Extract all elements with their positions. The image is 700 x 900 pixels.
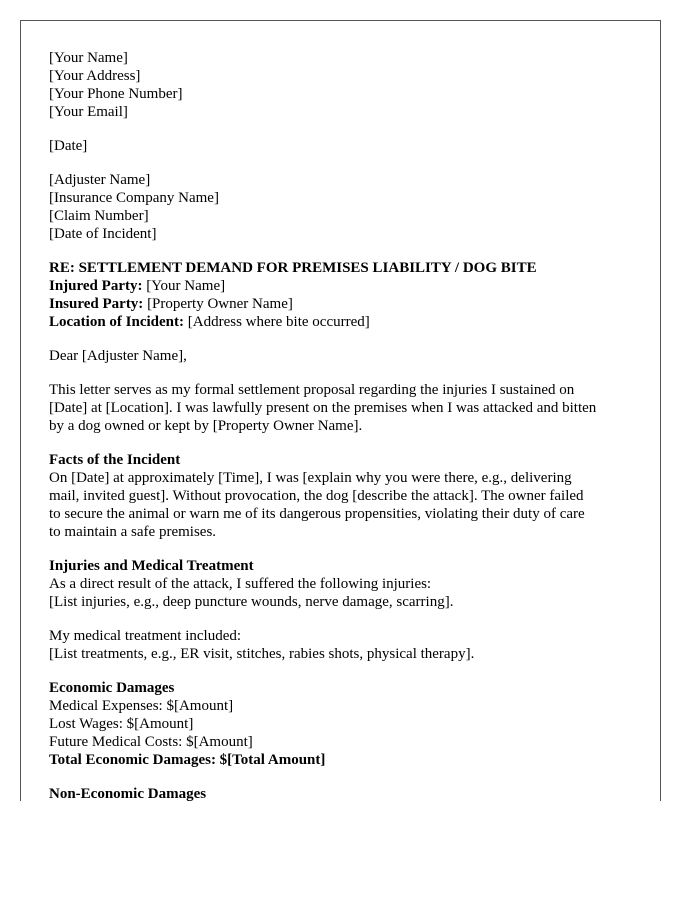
injured-party-line bbox=[49, 277, 649, 295]
sender-address: [Your Address] bbox=[49, 68, 141, 84]
sender-email: [Your Email] bbox=[49, 104, 128, 120]
insured-party-line bbox=[49, 295, 649, 313]
sender-phone: [Your Phone Number] bbox=[49, 86, 183, 102]
medical-expenses: Medical Expenses: $[Amount] bbox=[49, 698, 234, 714]
lost-wages: Lost Wages: $[Amount] bbox=[49, 716, 194, 732]
location-line bbox=[49, 313, 649, 331]
facts-heading: Facts of the Incident bbox=[49, 452, 181, 468]
intro-paragraph bbox=[49, 381, 649, 435]
re-subject: RE: SETTLEMENT DEMAND FOR PREMISES LIABILITY / DOG BITE bbox=[49, 260, 537, 276]
salutation: Dear [Adjuster Name], bbox=[49, 348, 187, 364]
intro-line: This letter serves as my formal settlement proposal regarding the injuries I sustained on bbox=[49, 382, 575, 398]
sender-name: [Your Name] bbox=[49, 50, 128, 66]
letter-body bbox=[49, 49, 649, 801]
non-economic-heading: Non-Economic Damages bbox=[49, 786, 207, 801]
injuries-line: As a direct result of the attack, I suffered the following injuries: bbox=[49, 576, 432, 592]
facts-line: mail, invited guest]. Without provocation, the dog [describe the attack]. The owner failed bbox=[49, 488, 584, 504]
claim-number: [Claim Number] bbox=[49, 208, 149, 224]
facts-line: On [Date] at approximately [Time], I was [explain why you were there, e.g., delivering bbox=[49, 470, 572, 486]
intro-line: by a dog owned or kept by [Property Owner Name]. bbox=[49, 418, 363, 434]
economic-damages-section bbox=[49, 679, 649, 769]
adjuster-name: [Adjuster Name] bbox=[49, 172, 151, 188]
insurance-company: [Insurance Company Name] bbox=[49, 190, 219, 206]
injured-party-label: Injured Party: bbox=[49, 278, 143, 294]
sender-block bbox=[49, 49, 649, 121]
facts-section bbox=[49, 451, 649, 541]
injuries-heading: Injuries and Medical Treatment bbox=[49, 558, 254, 574]
total-economic-damages: Total Economic Damages: $[Total Amount] bbox=[49, 752, 326, 768]
intro-line: [Date] at [Location]. I was lawfully present on the premises when I was attacked and bitten bbox=[49, 400, 597, 416]
injuries-section bbox=[49, 557, 649, 663]
facts-line: to secure the animal or warn me of its dangerous propensities, violating their duty of care bbox=[49, 506, 585, 522]
location-value: [Address where bite occurred] bbox=[184, 314, 370, 330]
economic-heading: Economic Damages bbox=[49, 680, 175, 696]
future-medical-costs: Future Medical Costs: $[Amount] bbox=[49, 734, 253, 750]
date-of-incident: [Date of Incident] bbox=[49, 226, 157, 242]
non-economic-damages-section bbox=[49, 785, 649, 801]
injuries-list: [List injuries, e.g., deep puncture wounds, nerve damage, scarring]. bbox=[49, 594, 454, 610]
letter-date: [Date] bbox=[49, 138, 88, 154]
injured-party-value: [Your Name] bbox=[142, 278, 226, 294]
treatment-list: [List treatments, e.g., ER visit, stitches, rabies shots, physical therapy]. bbox=[49, 646, 475, 662]
recipient-block bbox=[49, 171, 649, 243]
insured-party-label: Insured Party: bbox=[49, 296, 144, 312]
re-block bbox=[49, 259, 649, 331]
facts-line: to maintain a safe premises. bbox=[49, 524, 217, 540]
insured-party-value: [Property Owner Name] bbox=[143, 296, 293, 312]
treatment-line: My medical treatment included: bbox=[49, 628, 242, 644]
location-label: Location of Incident: bbox=[49, 314, 184, 330]
letter-page bbox=[20, 20, 661, 801]
